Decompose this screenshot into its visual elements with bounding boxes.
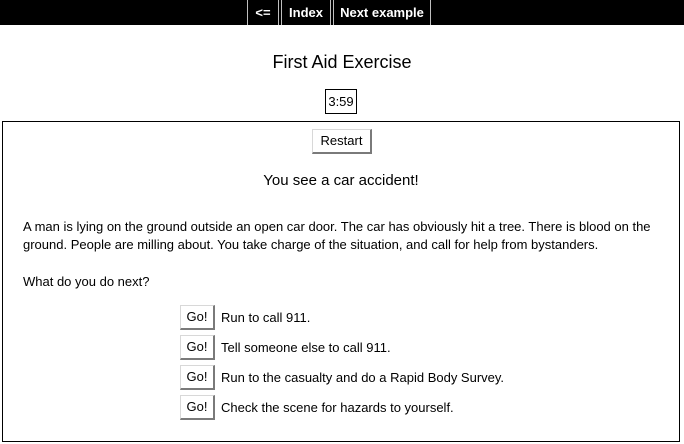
scenario-heading: You see a car accident! — [263, 172, 419, 189]
back-button[interactable]: <= — [247, 0, 279, 25]
scenario-description: A man is lying on the ground outside an open car door. The car has obviously hit a tree. There is blood on the ground. People are milling about. You take charge of the situation, and call for help from bystanders. — [23, 219, 651, 252]
index-button[interactable]: Index — [281, 0, 331, 25]
answer-option — [180, 365, 504, 390]
answer-option — [180, 335, 504, 360]
go-button-body-survey[interactable]: Go! — [180, 365, 215, 390]
top-navigation-bar — [0, 0, 684, 25]
go-button-delegate-911[interactable]: Go! — [180, 335, 215, 360]
nav-button-group — [247, 0, 433, 25]
go-button-check-hazards[interactable]: Go! — [180, 395, 215, 420]
go-button-call-911[interactable]: Go! — [180, 305, 215, 330]
answer-options — [180, 305, 504, 425]
option-text: Tell someone else to call 911. — [221, 339, 391, 355]
answer-option — [180, 395, 504, 420]
restart-button[interactable]: Restart — [312, 129, 372, 154]
countdown-timer: 3:59 — [325, 89, 357, 114]
option-text: Run to call 911. — [221, 309, 311, 325]
exercise-panel — [2, 121, 680, 442]
answer-option — [180, 305, 504, 330]
page-title: First Aid Exercise — [272, 52, 412, 72]
scenario-question: What do you do next? — [23, 274, 150, 289]
option-text: Check the scene for hazards to yourself. — [221, 399, 454, 415]
option-text: Run to the casualty and do a Rapid Body Survey. — [221, 369, 505, 385]
next-example-button[interactable]: Next example — [333, 0, 431, 25]
